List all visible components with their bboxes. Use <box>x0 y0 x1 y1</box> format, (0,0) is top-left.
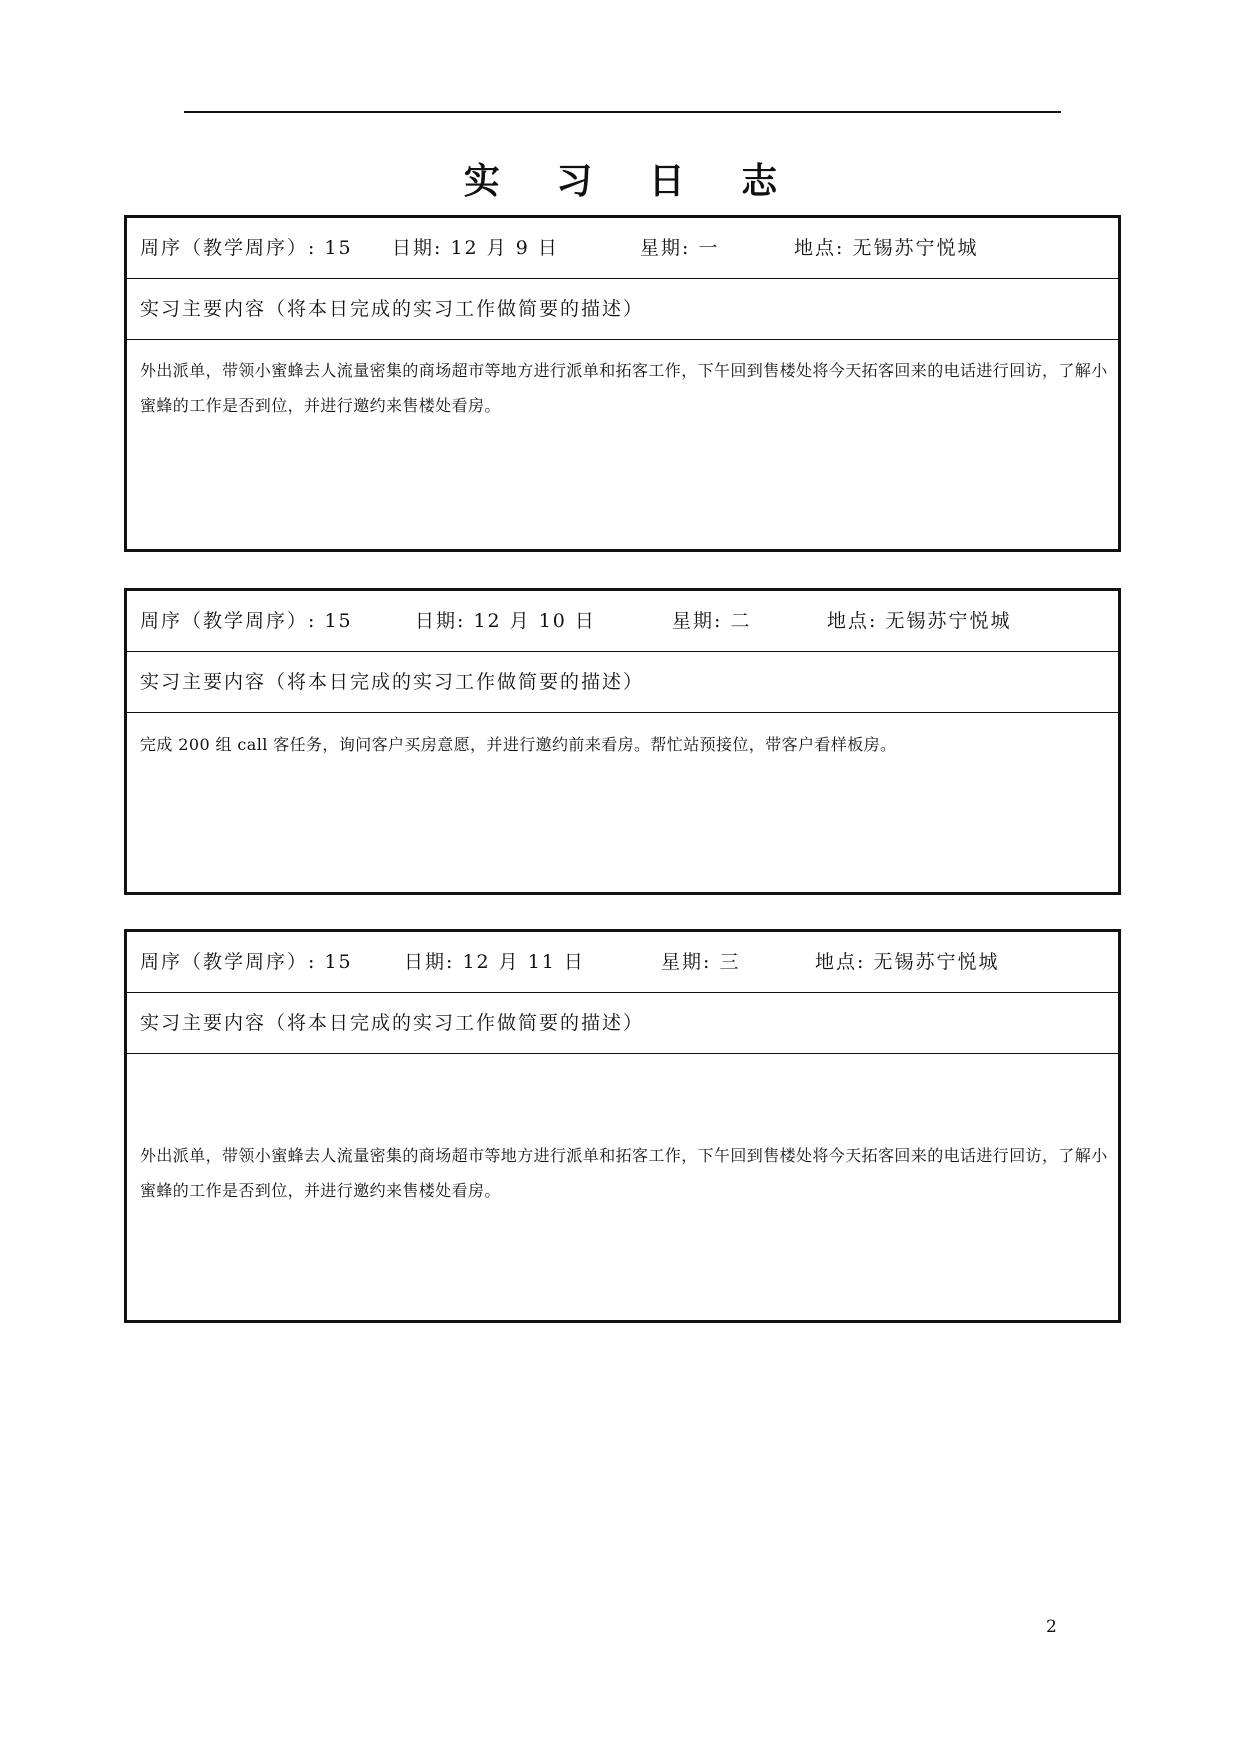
week-field: 周序（教学周序）: 15 <box>140 237 353 259</box>
entry-header-row <box>127 218 1118 279</box>
weekday-field: 星期: 一 <box>640 237 720 259</box>
location-field: 地点: 无锡苏宁悦城 <box>827 610 1012 632</box>
date-field: 日期: 12 月 9 日 <box>392 237 559 259</box>
week-field: 周序（教学周序）: 15 <box>140 610 353 632</box>
date-field: 日期: 12 月 10 日 <box>415 610 596 632</box>
content-label-row <box>127 279 1118 340</box>
entry-header-row <box>127 932 1118 993</box>
content-label-row <box>127 652 1118 713</box>
log-entry-2 <box>124 588 1121 895</box>
content-label: 实习主要内容（将本日完成的实习工作做简要的描述） <box>140 1012 645 1034</box>
log-entry-1 <box>124 215 1121 552</box>
entry-content: 外出派单，带领小蜜蜂去人流量密集的商场超市等地方进行派单和拓客工作，下午回到售楼处将今天拓客回来的电话进行回访，了解小蜜蜂的工作是否到位，并进行邀约来售楼处看房。 <box>140 361 1108 415</box>
entry-content: 外出派单，带领小蜜蜂去人流量密集的商场超市等地方进行派单和拓客工作，下午回到售楼处将今天拓客回来的电话进行回访，了解小蜜蜂的工作是否到位，并进行邀约来售楼处看房。 <box>140 1146 1108 1200</box>
content-label-row <box>127 993 1118 1054</box>
content-label: 实习主要内容（将本日完成的实习工作做简要的描述） <box>140 671 645 693</box>
header-rule <box>184 111 1061 113</box>
page-number: 2 <box>1046 1617 1057 1637</box>
week-field: 周序（教学周序）: 15 <box>140 951 353 973</box>
page-title: 实 习 日 志 <box>463 161 800 202</box>
location-field: 地点: 无锡苏宁悦城 <box>794 237 979 259</box>
weekday-field: 星期: 三 <box>661 951 741 973</box>
log-entry-3 <box>124 929 1121 1323</box>
location-field: 地点: 无锡苏宁悦城 <box>815 951 1000 973</box>
content-label: 实习主要内容（将本日完成的实习工作做简要的描述） <box>140 298 645 320</box>
date-field: 日期: 12 月 11 日 <box>404 951 585 973</box>
entry-content: 完成 200 组 call 客任务，询问客户买房意愿，并进行邀约前来看房。帮忙站预接位，带客户看样板房。 <box>140 735 897 754</box>
weekday-field: 星期: 二 <box>672 610 752 632</box>
entry-header-row <box>127 591 1118 652</box>
